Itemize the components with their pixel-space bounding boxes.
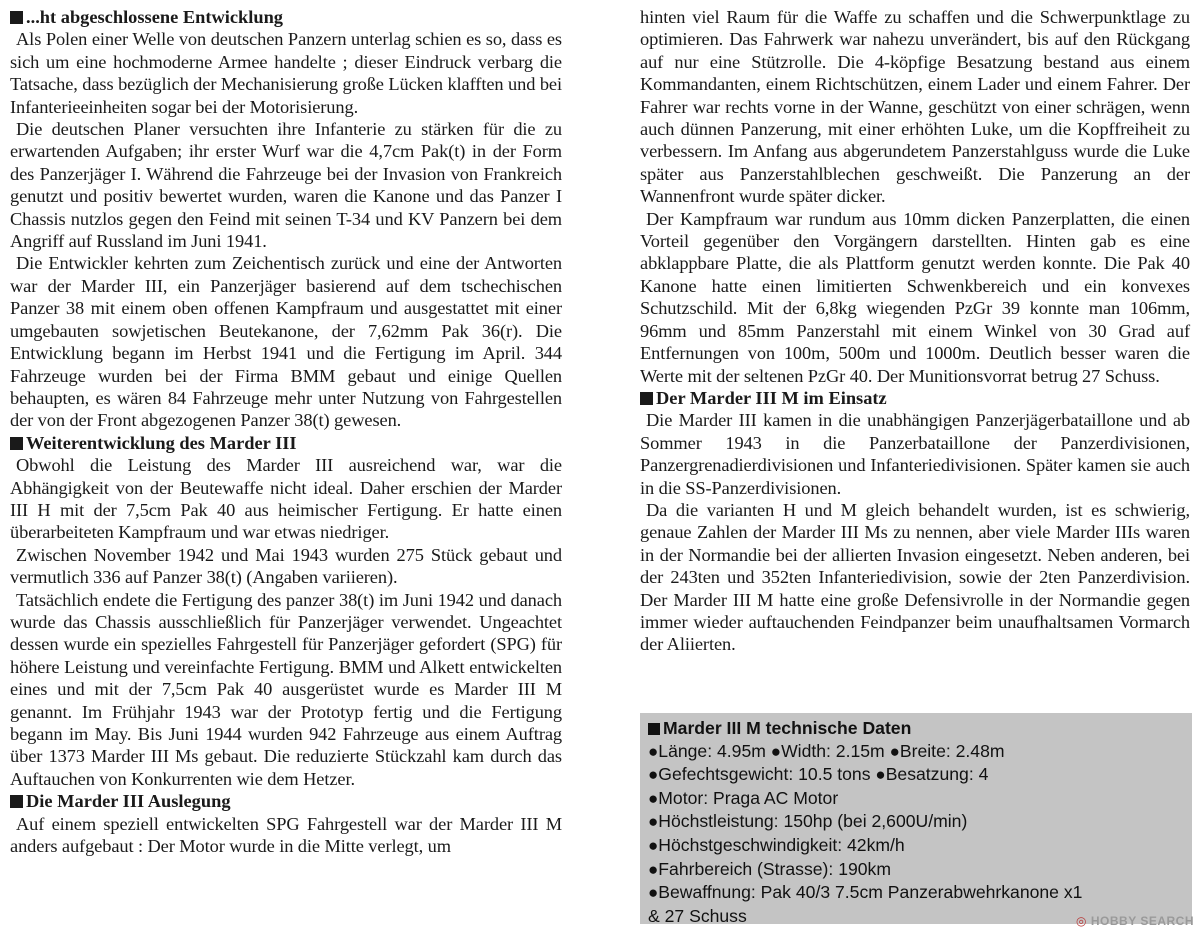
paragraph: Auf einem speziell entwickelten SPG Fahrgestell war der Marder III M anders aufgebaut : Der Motor wurde in die Mitte verlegt, um [10,813,562,857]
bullet-dot-icon: ● [648,883,659,903]
paragraph: Da die varianten H und M gleich behandelt wurden, ist es schwierig, genaue Zahlen der Marder III Ms zu nennen, aber viele Marder IIIs waren in der Normandie bei der allierten Invasion eingesetzt. Neben anderen, bei der 243ten und 352ten Infanteriedivision, sowie der 2ten Panzerdivision. Der Marder III M hatte eine große Defensivrolle in der Normandie gegen immer wieder auftauchenden Feindpanzer beim unaufhaltsamen Vormarch der Aliierten. [640,499,1190,655]
left-column [10,6,562,857]
bullet-dot-icon: ● [770,741,782,761]
paragraph: hinten viel Raum für die Waffe zu schaffen und die Schwerpunktlage zu optimieren. Das Fahrwerk war nahezu unverändert, bis auf den Rückgang auf nur eine Stützrolle. Die 4-köpfige Besatzung bestand aus einem Kommandanten, einem Richtschützen, einem Lader und einem Fahrer. Der Fahrer war rechts vorne in der Wanne, geschützt von einer schrägen, wenn auch dünnen Panzerung, mit einer erhöhten Luke, um die Kopffreiheit zu verbessern. Im Anfang aus abgerundetem Panzerstahlguss wurde die Luke später aus Panzerstahlblechen geschweißt. Die Panzerung an der Wannenfront wurde später dicker. [640,7,1190,207]
square-bullet-icon [640,392,653,405]
square-bullet-icon [10,437,23,450]
right-column [640,6,1190,656]
spec-title: Marder III M technische Daten [648,717,1182,740]
bullet-dot-icon: ● [875,765,886,785]
watermark-logo-icon: ◎ [1076,914,1088,928]
paragraph: Obwohl die Leistung des Marder III ausreichend war, war die Abhängigkeit von der Beutewaffe nicht ideal. Daher erschien der Marder III H mit der 7,5cm Pak 40 aus heimischer Fertigung. Er hatte einen überarbeiteten Kampfraum und war etwas niedriger. [10,455,562,543]
spec-row-continuation: & 27 Schuss [648,905,747,926]
bullet-dot-icon: ● [648,788,659,808]
spec-row: ●Höchstleistung: 150hp (bei 2,600U/min) [648,811,968,832]
square-bullet-icon [10,11,23,24]
paragraph: Tatsächlich endete die Fertigung des panzer 38(t) im Juni 1942 und danach wurde das Chassis ausschließlich für Panzerjäger verwendet. Ungeachtet dessen wurde ein spezielles Fahrgestell für Panzerjäger gefordert (SPG) für höhere Leistung und vereinfachte Fertigung. BMM und Alkett entwickelten eines und mit der 7,5cm Pak 40 ausgerüstet wurde es Marder III M genannt. Im Frühjahr 1943 war der Prototyp fertig und die Fertigung begann im May. Bis Juni 1944 wurden 942 Fahrzeuge aus einem Auftrag über 1373 Marder III Ms gebaut. Die reduzierte Stückzahl kam durch das Auftauchen von Konkurrenten wie dem Hetzer. [10,589,562,789]
spec-row: ●Bewaffnung: Pak 40/3 7.5cm Panzerabwehrkanone x1 [648,882,1083,903]
bullet-dot-icon: ● [648,765,659,785]
bullet-dot-icon: ● [889,741,900,761]
spec-row: ●Motor: Praga AC Motor [648,787,839,808]
spec-row: ●Fahrbereich (Strasse): 190km [648,858,891,879]
spec-row: ●Höchstgeschwindigkeit: 42km/h [648,834,905,855]
paragraph: Die Entwickler kehrten zum Zeichentisch zurück und eine der Antworten war der Marder III, ein Panzerjäger basierend auf dem tschechischen Panzer 38 mit einem oben offenen Kampfraum und ausgestattet mit einer umgebauten sowjetischen Beutekanone, der 7,62mm Pak 36(r). Die Entwicklung begann im Herbst 1941 und die Fertigung im April. 344 Fahrzeuge wurden bei der Firma BMM gebaut und einige Quellen behaupten, es wären 84 Fahrzeuge mehr unter Nutzung von Fahrgestellen der von der Front abgezogenen Panzer 38(t) gewesen. [10,253,562,431]
bullet-dot-icon: ● [648,835,659,855]
square-bullet-icon [648,723,660,735]
paragraph: Die deutschen Planer versuchten ihre Infanterie zu stärken für die zu erwartenden Aufgaben; ihr erster Wurf war die 4,7cm Pak(t) in der Form des Panzerjäger I. Während die Fahrzeuge bei der Invasion von Frankreich genutzt und positiv bewertet wurden, waren die Kanone und das Panzer I Chassis nutzlos gegen den Feind mit seinen T-34 und KV Panzern bei dem Angriff auf Russland im Juni 1941. [10,119,562,252]
bullet-dot-icon: ● [648,859,659,879]
section-heading-auslegung: Die Marder III Auslegung [10,790,562,812]
spec-row: ●Länge: 4.95m ●Width: 2.15m ●Breite: 2.48m [648,740,1005,761]
section-heading-weiterentwicklung: Weiterentwicklung des Marder III [10,432,562,454]
paragraph: Der Kampfraum war rundum aus 10mm dicken Panzerplatten, die einen Vorteil gegenüber den Vorgängern darstellten. Hinten gab es eine abklappbare Platte, die als Plattform genutzt werden konnte. Die Pak 40 Kanone hatte einen limitierten Schwenkbereich und ein konvexes Schutzschild. Mit der 6,8kg wiegenden PzGr 39 konnte man 106mm, 96mm und 85mm Panzerstahl mit einem Winkel von 30 Grad auf Entfernungen von 100m, 500m und 1000m. Deutlich besser waren die Werte mit der seltenen PzGr 40. Der Munitionsvorrat betrug 27 Schuss. [640,208,1190,386]
section-heading-einsatz: Der Marder III M im Einsatz [640,387,1190,409]
paragraph: Die Marder III kamen in die unabhängigen Panzerjägerbataillone und ab Sommer 1943 in die Panzerbataillone der Panzerdivisionen, Panzergrenadierdivisionen und Infanteriedivisionen. Später kamen sie auch in die SS-Panzerdivisionen. [640,410,1190,498]
watermark: ◎ HOBBY SEARCH [1076,914,1194,928]
section-heading-entwicklung: ...ht abgeschlossene Entwicklung [10,6,562,28]
spec-row: ●Gefechtsgewicht: 10.5 tons ●Besatzung: 4 [648,764,989,785]
square-bullet-icon [10,795,23,808]
paragraph: Als Polen einer Welle von deutschen Panzern unterlag schien es so, dass es sich um eine hochmoderne Armee handelte ; dieser Eindruck verbarg die Tatsache, dass bezüglich der Mechanisierung große Lücken klafften und bei Infanterieeinheiten sogar bei der Motorisierung. [10,29,562,117]
bullet-dot-icon: ● [648,812,659,832]
spec-box [640,713,1192,924]
paragraph: Zwischen November 1942 und Mai 1943 wurden 275 Stück gebaut und vermutlich 336 auf Panzer 38(t) (Angaben variieren). [10,544,562,588]
bullet-dot-icon: ● [648,741,659,761]
